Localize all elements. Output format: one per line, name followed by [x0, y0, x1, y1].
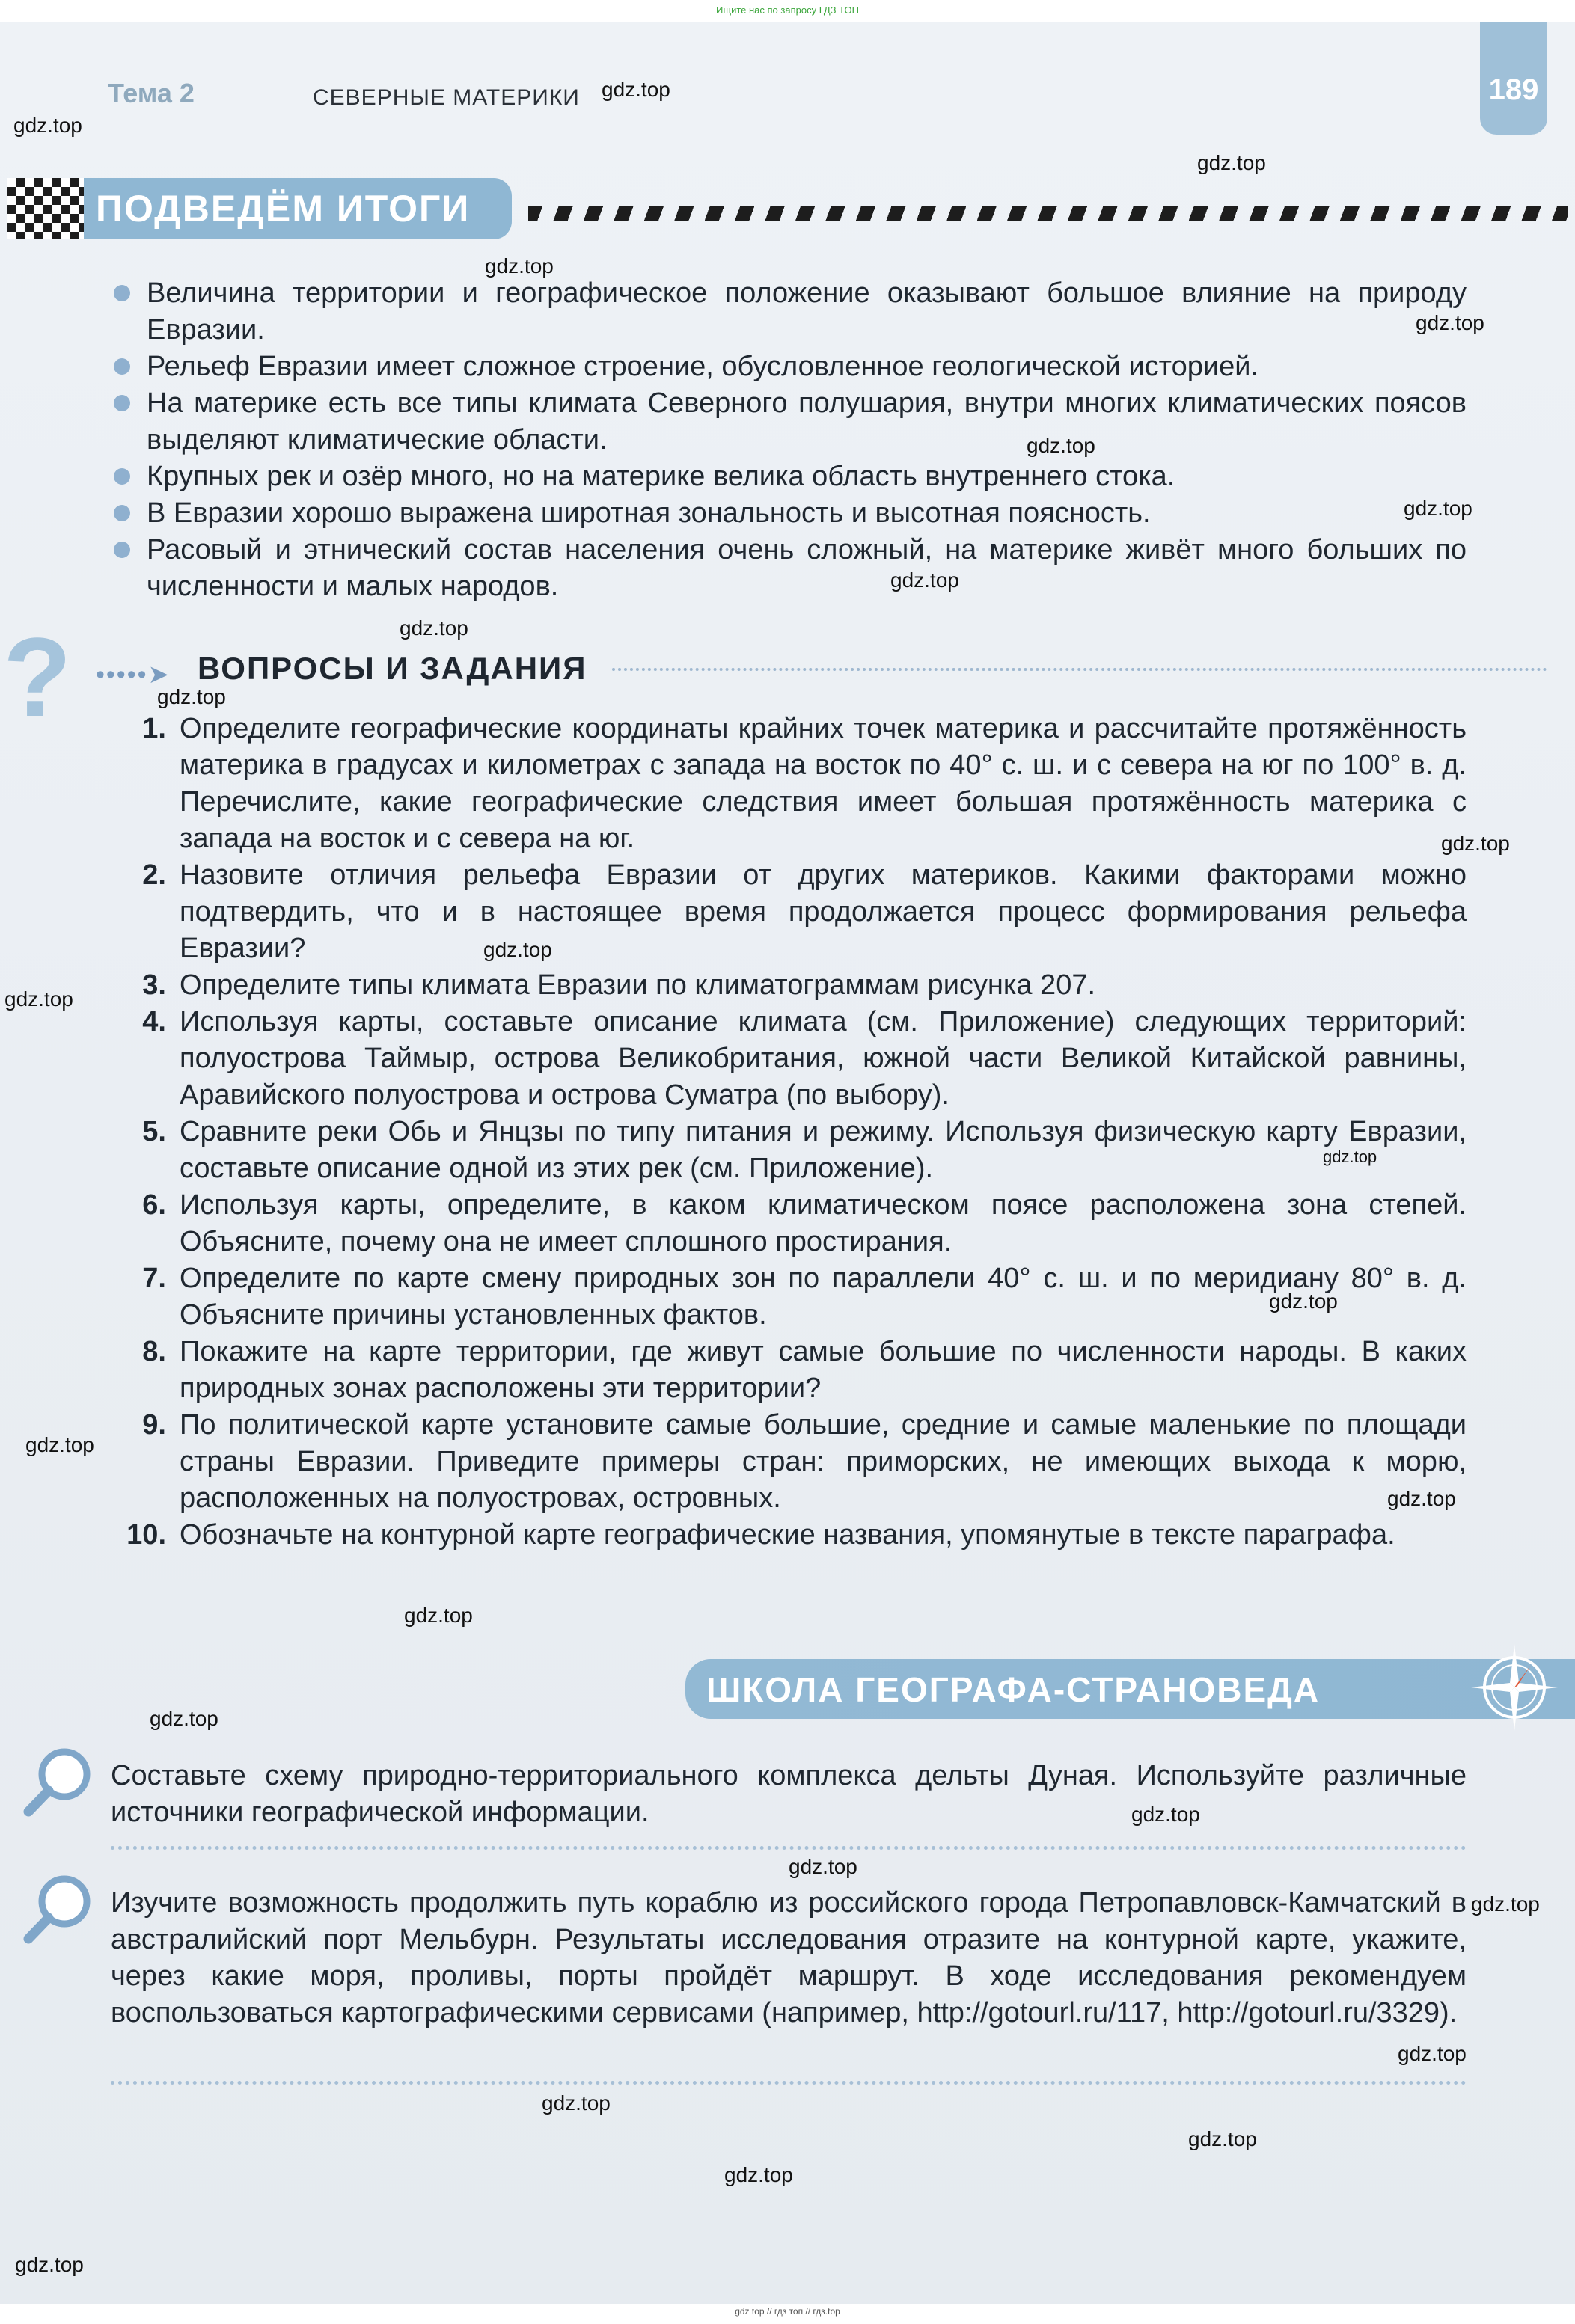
watermark: gdz.top	[602, 78, 670, 101]
school-task: Изучите возможность продолжить путь кораблю из российского города Петропавловск-Камчатский в австралийский порт Мельбурн. Результаты исследования отразите на контурной карте, укажите, через какие моря, проливы, порты пройдёт маршрут. В ходе исследования рекомендуем воспользоваться картографическими сервисами (например, http://gotourl.ru/117, http://gotourl.ru/3329).	[111, 1887, 1467, 2029]
summary-item: В Евразии хорошо выражена широтная зональность и высотная поясность.	[147, 495, 1467, 532]
question-number: 2.	[142, 859, 166, 891]
question-number: 10.	[126, 1519, 166, 1551]
question-text: По политической карте установите самые большие, средние и самые маленькие по площади страны Евразии. Приведите примеры стран: приморских, не имеющих выхода к морю, расположенных на полуостровах, островных.	[180, 1409, 1467, 1514]
watermark: gdz.top	[1441, 832, 1510, 855]
question-text: Определите по карте смену природных зон по параллели 40° с. ш. и по меридиану 80° в. д. Объясните причины установленных фактов.	[180, 1263, 1467, 1331]
school-title: ШКОЛА ГЕОГРАФА-СТРАНОВЕДА	[706, 1670, 1321, 1709]
magnifier-icon	[21, 1743, 96, 1818]
question-text: Используя карты, составьте описание климата (см. Приложение) следующих территорий: полуострова Таймыр, острова Великобритания, южной части Великой Китайской равнины, Аравийского полуострова и острова Суматра (по выбору).	[180, 1006, 1467, 1111]
summary-item: Расовый и этнический состав населения очень сложный, на материке живёт много больших по численности и малых народов.	[147, 532, 1467, 605]
question-text: Обозначьте на контурной карте географические названия, упомянутые в тексте параграфа.	[180, 1519, 1395, 1551]
watermark: gdz.top	[404, 1604, 473, 1627]
question-item	[142, 1004, 1467, 1114]
question-item	[142, 1407, 1467, 1517]
summary-title: ПОДВЕДЁМ ИТОГИ	[96, 188, 471, 230]
question-text: Определите географические координаты крайних точек материка и рассчитайте протяжённость материка в градусах и километрах с запада на восток по 40° с. ш. и с севера на юг по 100° в. д. Перечислите, какие географические следствия имеет большая протяжённость материка с запада на восток и с севера на юг.	[180, 713, 1467, 854]
question-item	[126, 1517, 1467, 1554]
summary-item: Рельеф Евразии имеет сложное строение, обусловленное геологической историей.	[147, 349, 1467, 385]
question-number: 6.	[142, 1189, 166, 1221]
question-text: Покажите на карте территории, где живут самые большие по численности народы. В каких природных зонах расположены эти территории?	[180, 1336, 1467, 1404]
school-task: Составьте схему природно-территориального комплекса дельты Дуная. Используйте различные источники географической информации.	[111, 1760, 1467, 1828]
summary-list	[147, 275, 1467, 605]
magnifier-icon	[21, 1870, 96, 1945]
question-number: 9.	[142, 1409, 166, 1441]
questions-title: ВОПРОСЫ И ЗАДАНИЯ	[198, 651, 587, 686]
compass-icon	[1470, 1643, 1559, 1732]
watermark: gdz.top	[1404, 497, 1472, 520]
dotted-divider	[612, 668, 1547, 671]
watermark: gdz.top	[1398, 2042, 1467, 2065]
watermark: gdz.top	[157, 685, 226, 708]
watermark: gdz.top	[1197, 151, 1266, 174]
summary-item: На материке есть все типы климата Северного полушария, внутри многих климатических поясов выделяют климатические области.	[147, 385, 1467, 459]
question-number: 5.	[142, 1116, 166, 1147]
question-text: Определите типы климата Евразии по климатограммам рисунка 207.	[180, 969, 1096, 1001]
watermark: gdz.top	[789, 1855, 857, 1878]
question-item	[142, 1114, 1467, 1187]
top-note: Ищите нас по запросу ГДЗ ТОП	[716, 4, 859, 16]
question-text: Сравните реки Обь и Янцзы по типу питания и режиму. Используя физическую карту Евразии, составьте описание одной из этих рек (см. Приложение).	[180, 1116, 1467, 1184]
checkered-flag-icon	[7, 178, 90, 239]
question-item	[142, 857, 1467, 967]
watermark: gdz.top	[1027, 434, 1095, 457]
question-text: Используя карты, определите, в каком климатическом поясе расположена зона степей. Объясните, почему она не имеет сплошного простирания.	[180, 1189, 1467, 1257]
dotted-divider	[111, 1846, 1467, 1850]
question-text: Назовите отличия рельефа Евразии от других материков. Какими факторами можно подтвердить, что и в настоящее время продолжается процесс формирования рельефа Евразии?	[180, 859, 1467, 964]
topic-label: Тема 2	[108, 78, 195, 108]
summary-item: Крупных рек и озёр много, но на материке велика область внутреннего стока.	[147, 459, 1467, 495]
question-item	[142, 967, 1467, 1004]
watermark: gdz.top	[890, 568, 959, 592]
watermark: gdz.top	[400, 616, 468, 640]
question-item	[142, 1187, 1467, 1260]
page-number: 189	[1488, 73, 1539, 106]
question-number: 8.	[142, 1336, 166, 1367]
watermark: gdz.top	[724, 2163, 793, 2186]
questions-list	[126, 711, 1467, 1554]
question-number: 4.	[142, 1006, 166, 1037]
watermark: gdz.top	[13, 114, 82, 137]
dotted-divider	[111, 2081, 1467, 2085]
watermark: gdz.top	[1131, 1803, 1200, 1826]
watermark: gdz.top	[1323, 1147, 1377, 1166]
bottom-note: gdz top // гдз топ // гдз.top	[735, 2306, 840, 2317]
question-item	[142, 711, 1467, 857]
question-item	[142, 1334, 1467, 1407]
question-mark-icon: ?	[3, 614, 72, 740]
question-number: 7.	[142, 1263, 166, 1294]
section-title: СЕВЕРНЫЕ МАТЕРИКИ	[313, 85, 580, 110]
watermark: gdz.top	[483, 938, 552, 961]
question-number: 3.	[142, 969, 166, 1001]
summary-item: Величина территории и географическое положение оказывают большое влияние на природу Евразии.	[147, 275, 1467, 349]
watermark: gdz.top	[485, 254, 554, 278]
watermark: gdz.top	[4, 987, 73, 1011]
watermark: gdz.top	[542, 2091, 611, 2115]
dotted-arrow-icon: •••••➤	[96, 660, 171, 689]
watermark: gdz.top	[25, 1433, 94, 1456]
watermark: gdz.top	[1269, 1290, 1338, 1313]
dashed-divider	[528, 206, 1568, 221]
watermark: gdz.top	[1471, 1892, 1540, 1916]
question-number: 1.	[142, 713, 166, 744]
watermark: gdz.top	[150, 1707, 218, 1730]
watermark: gdz.top	[1416, 311, 1484, 334]
watermark: gdz.top	[15, 2253, 84, 2276]
watermark: gdz.top	[1188, 2127, 1257, 2150]
watermark: gdz.top	[1387, 1487, 1456, 1510]
